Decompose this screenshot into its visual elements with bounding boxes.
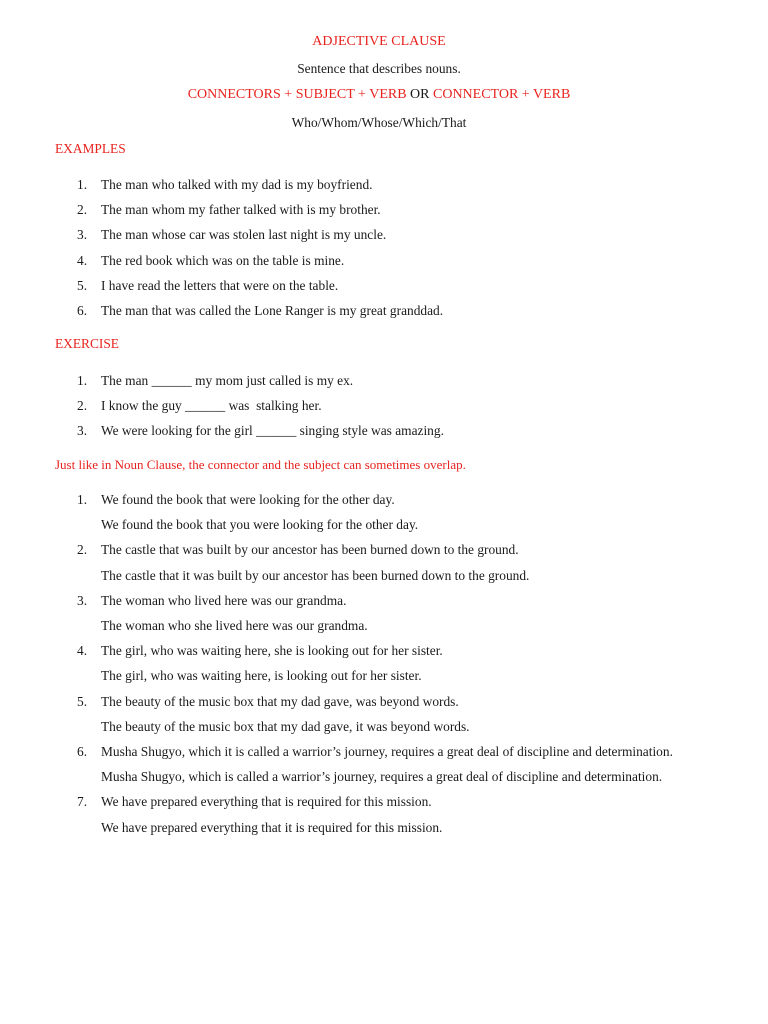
page-title: ADJECTIVE CLAUSE [312, 34, 446, 49]
item-number: 3. [77, 592, 88, 608]
item-number: 2. [77, 398, 88, 414]
list-item [55, 273, 685, 298]
item-text: The red book which was on the table is mine. [101, 252, 345, 268]
sentence-a: The girl, who was waiting here, she is looking out for her sister. [101, 643, 443, 659]
list-item [55, 172, 685, 197]
list-item [55, 418, 685, 443]
sentence-b: We found the book that you were looking for the other day. [101, 517, 419, 533]
item-number: 1. [77, 492, 88, 507]
list-item [55, 789, 685, 839]
item-text: The man that was called the Lone Ranger is my great granddad. [101, 303, 444, 319]
formula-part1: CONNECTORS + SUBJECT + VERB [187, 87, 407, 102]
sentence-a: Musha Shugyo, which it is called a warrior’s journey, requires a great deal of discipline and determination. [101, 744, 673, 760]
sentence-b: The woman who she lived here was our grandma. [101, 618, 368, 634]
sentence-b: We have prepared everything that it is required for this mission. [101, 819, 443, 835]
sentence-b: Musha Shugyo, which is called a warrior’s journey, requires a great deal of discipline and determination. [101, 769, 663, 785]
list-item [55, 393, 685, 418]
sentence-b: The beauty of the music box that my dad gave, it was beyond words. [101, 718, 470, 734]
sentence-a: We found the book that were looking for the other day. [101, 492, 395, 507]
item-number: 7. [77, 794, 88, 810]
item-number: 2. [77, 542, 88, 558]
item-number: 4. [77, 252, 88, 268]
list-item [55, 537, 685, 587]
item-text: I have read the letters that were on the table. [101, 277, 339, 293]
item-text: We were looking for the girl ______ singing style was amazing. [101, 423, 444, 439]
connector-list: Who/Whom/Whose/Which/That [291, 115, 467, 130]
item-number: 2. [77, 202, 88, 218]
item-text: The man whom my father talked with is my brother. [101, 202, 381, 218]
item-number: 3. [77, 227, 88, 243]
overlap-list [55, 487, 685, 840]
examples-list [55, 172, 685, 323]
item-number: 6. [77, 744, 88, 760]
page-subtitle: Sentence that describes nouns. [297, 61, 461, 76]
list-item [55, 739, 685, 789]
formula-or: OR [406, 87, 433, 102]
list-item [55, 222, 685, 247]
item-number: 4. [77, 643, 88, 659]
list-item [55, 248, 685, 273]
sentence-b: The castle that it was built by our ancestor has been burned down to the ground. [101, 567, 530, 583]
list-item [55, 368, 685, 393]
sentence-a: The woman who lived here was our grandma. [101, 592, 347, 608]
list-item [55, 298, 685, 323]
item-number: 5. [77, 277, 88, 293]
item-text: The man ______ my mom just called is my ex. [101, 373, 354, 388]
examples-heading: EXAMPLES [55, 141, 126, 156]
item-number: 5. [77, 693, 88, 709]
item-number: 6. [77, 303, 88, 319]
list-item [55, 689, 685, 739]
exercise-list [55, 368, 685, 444]
item-number: 1. [77, 177, 88, 192]
list-item [55, 588, 685, 638]
sentence-a: The castle that was built by our ancestor has been burned down to the ground. [101, 542, 519, 558]
formula-line [0, 87, 758, 103]
item-number: 3. [77, 423, 88, 439]
sentence-a: The beauty of the music box that my dad gave, was beyond words. [101, 693, 459, 709]
item-text: The man whose car was stolen last night is my uncle. [101, 227, 387, 243]
sentence-b: The girl, who was waiting here, is looking out for her sister. [101, 668, 422, 684]
item-text: The man who talked with my dad is my boyfriend. [101, 177, 373, 192]
sentence-a: We have prepared everything that is required for this mission. [101, 794, 432, 810]
list-item [55, 638, 685, 688]
overlap-note: Just like in Noun Clause, the connector and the subject can sometimes overlap. [55, 457, 466, 472]
list-item [55, 487, 685, 537]
item-number: 1. [77, 373, 88, 388]
item-text: I know the guy ______ was stalking her. [101, 398, 322, 414]
exercise-heading: EXERCISE [55, 336, 119, 351]
formula-part2: CONNECTOR + VERB [433, 87, 571, 102]
list-item [55, 197, 685, 222]
